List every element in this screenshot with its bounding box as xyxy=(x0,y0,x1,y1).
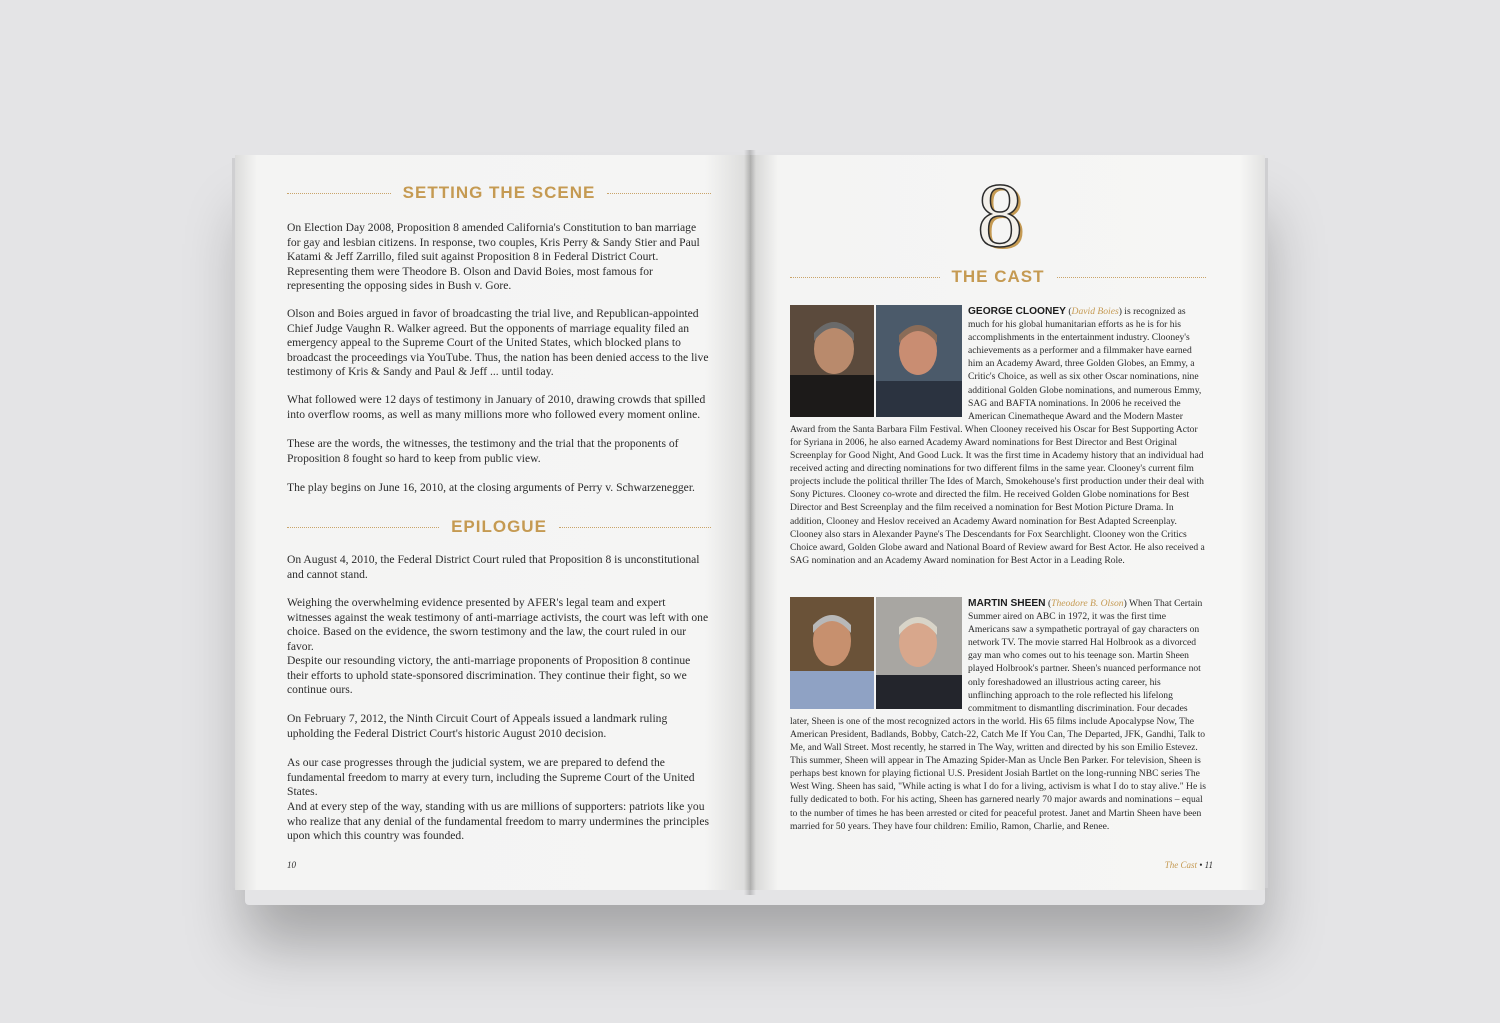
chapter-number: 8 xyxy=(977,164,1023,266)
actor-bio-text: ) When That Certain Summer aired on ABC in 1972, it was the first time Americans saw a sympathetic portrayal of gay characters on network TV. The movie starred Hal Holbrook as a divorced gay man who comes out to his teenage son. Martin Sheen played Holbrook's partner. Sheen's nuanced performance not only foreshadowed an illustrious acting career, his unflinching approach to the role reflected his lifelong commitment to dismantling discrimination. Four decades later, Sheen is one of the most recognized actors in the world. His 65 films include Apocalypse Now, The American President, Badlands, Bobby, Catch-22, Catch Me If You Can, The Departed, JFK, Gandhi, Talk to Me, and Wall Street. Most recently, he starred in The Way, written and directed by his son Emilio Estevez. This summer, Sheen will appear in The Amazing Spider-Man as Uncle Ben Parker. For television, Sheen is perhaps best known for playing fictional U.S. President Josiah Bartlet on the long-running NBC series The West Wing. Sheen has said, "While acting is what I do for a living, activism is what I do to stay alive." He is fully dedicated to both. For his acting, Sheen has garnered nearly 70 major awards and nominations – equal to the number of times he has been arrested or cited for peaceful protest. Janet and Martin Sheen have been married for 50 years. They have four children: Emilio, Ramon, Charlie, and Renee. xyxy=(790,598,1207,832)
cast-bio-sheen: MARTIN SHEEN (Theodore B. Olson) When That Certain Summer aired on ABC in 1972, it was the first time Americans saw a sympathetic portrayal of gay characters on network TV. The movie starred Hal Holbrook as a divorced gay man who comes out to his teenage son. Martin Sheen played Holbrook's partner. Sheen's nuanced performance not only foreshadowed an illustrious acting career, his unflinching approach to the role reflected his lifelong commitment to dismantling discrimination. Four decades later, Sheen is one of the most recognized actors in the world. His 65 films include Apocalypse Now, The American President, Badlands, Bobby, Catch-22, Catch Me If You Can, The Departed, JFK, Gandhi, Talk to Me, and Wall Street. Most recently, he starred in The Way, written and directed by his son Emilio Estevez. This summer, Sheen will appear in The Amazing Spider-Man as Uncle Ben Parker. For television, Sheen is perhaps best known for playing fictional U.S. President Josiah Bartlet on the long-running NBC series The West Wing. Sheen has said, "While acting is what I do for a living, activism is what I do to stay alive." He is fully dedicated to both. For his acting, Sheen has garnered nearly 70 major awards and nominations – equal to the number of times he has been arrested or cited for peaceful protest. Janet and Martin Sheen have been married for 50 years. They have four children: Emilio, Ramon, Charlie, and Renee. xyxy=(790,598,1207,832)
left-page xyxy=(235,155,750,890)
setting-paragraph: On Election Day 2008, Proposition 8 amended California's Constitution to ban marriage for gay and lesbian citizens. In response, two couples, Kris Perry & Sandy Stier and Paul Katami & Jeff Zarrillo, filed suit against Proposition 8 in Federal District Court. Representing them were Theodore B. Olson and David Boies, most famous for representing the opposing sides in Bush v. Gore. xyxy=(287,221,700,293)
portrait-photos-icon xyxy=(790,597,962,709)
cast-title: THE CAST xyxy=(951,267,1045,286)
right-page xyxy=(750,155,1265,890)
page-number-right: 11 xyxy=(1204,860,1213,870)
footer-section: The Cast xyxy=(1164,860,1197,870)
setting-paragraph: Olson and Boies argued in favor of broadcasting the trial live, and Republican-appointed Chief Judge Vaughn R. Walker agreed. But the opponents of marriage equality filed an emergency appeal to the Supreme Court of the United States, which blocked plans to broadcast the proceedings via YouTube. Thus, the nation has been denied access to the live testimony of Kris & Sandy and Paul & Jeff ... until today. xyxy=(287,307,709,379)
setting-paragraph: The play begins on June 16, 2010, at the closing arguments of Perry v. Schwarzenegger. xyxy=(287,481,695,494)
epilogue-paragraph: Weighing the overwhelming evidence presented by AFER's legal team and expert witnesses against the weak testimony of anti-marriage activists, the court was left with one choice. Based on the evidence, the sworn testimony and the law, the court ruled in our favor. xyxy=(287,596,709,653)
epilogue-paragraph: Despite our resounding victory, the anti-marriage proponents of Proposition 8 continue their efforts to uphold state-sponsored discrimination. They continue their fight, so we continue ours. xyxy=(287,654,691,697)
heading-rule xyxy=(1057,277,1207,278)
setting-paragraph: These are the words, the witnesses, the testimony and the trial that the proponents of Proposition 8 fought so hard to keep from public view. xyxy=(287,437,679,465)
setting-title: SETTING THE SCENE xyxy=(402,183,596,202)
heading-rule xyxy=(287,193,391,194)
epilogue-paragraph: On February 7, 2012, the Ninth Circuit Court of Appeals issued a landmark ruling upholding the Federal District Court's historic August 2010 decision. xyxy=(287,712,668,740)
epilogue-title: EPILOGUE xyxy=(451,517,547,536)
portrait-photos-icon xyxy=(790,305,962,417)
heading-rule xyxy=(607,193,711,194)
epilogue-heading xyxy=(287,517,711,537)
heading-rule xyxy=(559,527,711,528)
actor-name: GEORGE CLOONEY xyxy=(968,306,1066,317)
page-number-left: 10 xyxy=(287,860,296,870)
character-name: Theodore B. Olson xyxy=(1051,598,1124,609)
actor-bio-text: ) is recognized as much for his global humanitarian efforts as he is for his accomplishments in the entertainment industry. Clooney's achievements as a performer and a filmmaker have earned him an Academy Award, three Golden Globes, an Emmy, a Critic's Choice, as well as six other Oscar nominations, nine additional Golden Globe nominations, and numerous Emmy, SAG and BAFTA nominations. In 2006 he received the American Cinematheque Award and the Modern Master Award from the Santa Barbara Film Festival. When Clooney received his Oscar for Best Supporting Actor for Syriana in 2006, he also earned Academy Award nominations for Best Director and Best Original Screenplay for Good Night, And Good Luck. It was the first time in Academy history that an individual had received acting and directing nominations for two different films in the same year. Clooney's current film projects include the political thriller The Ides of March, Smokehouse's first production under their deal with Sony Pictures. Clooney co-wrote and directed the film. He received Golden Globe nominations for Best Director and Best Screenplay and the film received a nomination for Best Motion Picture Drama. In addition, Clooney and Heslov received an Academy Award nomination for Best Adapted Screenplay. Clooney also stars in Alexander Payne's The Descendants for Fox Searchlight. Clooney won the Critics Choice award, Golden Globe award and National Board of Review award for Best Actor. He also received a SAG nomination and an Academy Award nomination for Best Actor in a Leading Role. xyxy=(790,306,1205,566)
character-name: David Boies xyxy=(1071,306,1119,317)
cast-bio-clooney: GEORGE CLOONEY (David Boies) is recognized as much for his global humanitarian efforts as he is for his accomplishments in the entertainment industry. Clooney's achievements as a performer and a filmmaker have earned him an Academy Award, three Golden Globes, an Emmy, a Critic's Choice, as well as six other Oscar nominations, nine additional Golden Globe nominations, and numerous Emmy, SAG and BAFTA nominations. In 2006 he received the American Cinematheque Award and the Modern Master Award from the Santa Barbara Film Festival. When Clooney received his Oscar for Best Supporting Actor for Syriana in 2006, he also earned Academy Award nominations for Best Director and Best Original Screenplay for Good Night, And Good Luck. It was the first time in Academy history that an individual had received acting and directing nominations for two different films in the same year. Clooney's current film projects include the political thriller The Ides of March, Smokehouse's first production under their deal with Sony Pictures. Clooney co-wrote and directed the film. He received Golden Globe nominations for Best Director and Best Screenplay and the film received a nomination for Best Motion Picture Drama. In addition, Clooney and Heslov received an Academy Award nomination for Best Adapted Screenplay. Clooney also stars in Alexander Payne's The Descendants for Fox Searchlight. Clooney won the Critics Choice award, Golden Globe award and National Board of Review award for Best Actor. He also received a SAG nomination and an Academy Award nomination for Best Actor in a Leading Role. xyxy=(790,306,1205,566)
epilogue-paragraph: On August 4, 2010, the Federal District Court ruled that Proposition 8 is unconstitutional and cannot stand. xyxy=(287,553,700,581)
epilogue-paragraph: As our case progresses through the judicial system, we are prepared to defend the fundamental freedom to marry at every turn, including the Supreme Court of the United States. xyxy=(287,756,695,799)
heading-rule xyxy=(790,277,940,278)
epilogue-paragraph: And at every step of the way, standing with us are millions of supporters: patriots like you who realize that any denial of the fundamental freedom to marry undermines the principles upon which this country was founded. xyxy=(287,800,710,843)
photo-pair-clooney xyxy=(790,305,962,417)
setting-paragraph: What followed were 12 days of testimony in January of 2010, drawing crowds that spilled into overflow rooms, as well as many millions more who followed every moment online. xyxy=(287,393,706,421)
heading-rule xyxy=(287,527,439,528)
book-gutter xyxy=(744,150,756,895)
photo-pair-sheen xyxy=(790,597,962,709)
setting-heading xyxy=(287,183,711,203)
footer-separator: • xyxy=(1197,860,1205,870)
actor-name: MARTIN SHEEN xyxy=(968,598,1046,609)
page-footer-right xyxy=(1165,860,1213,870)
cast-heading xyxy=(790,267,1206,287)
